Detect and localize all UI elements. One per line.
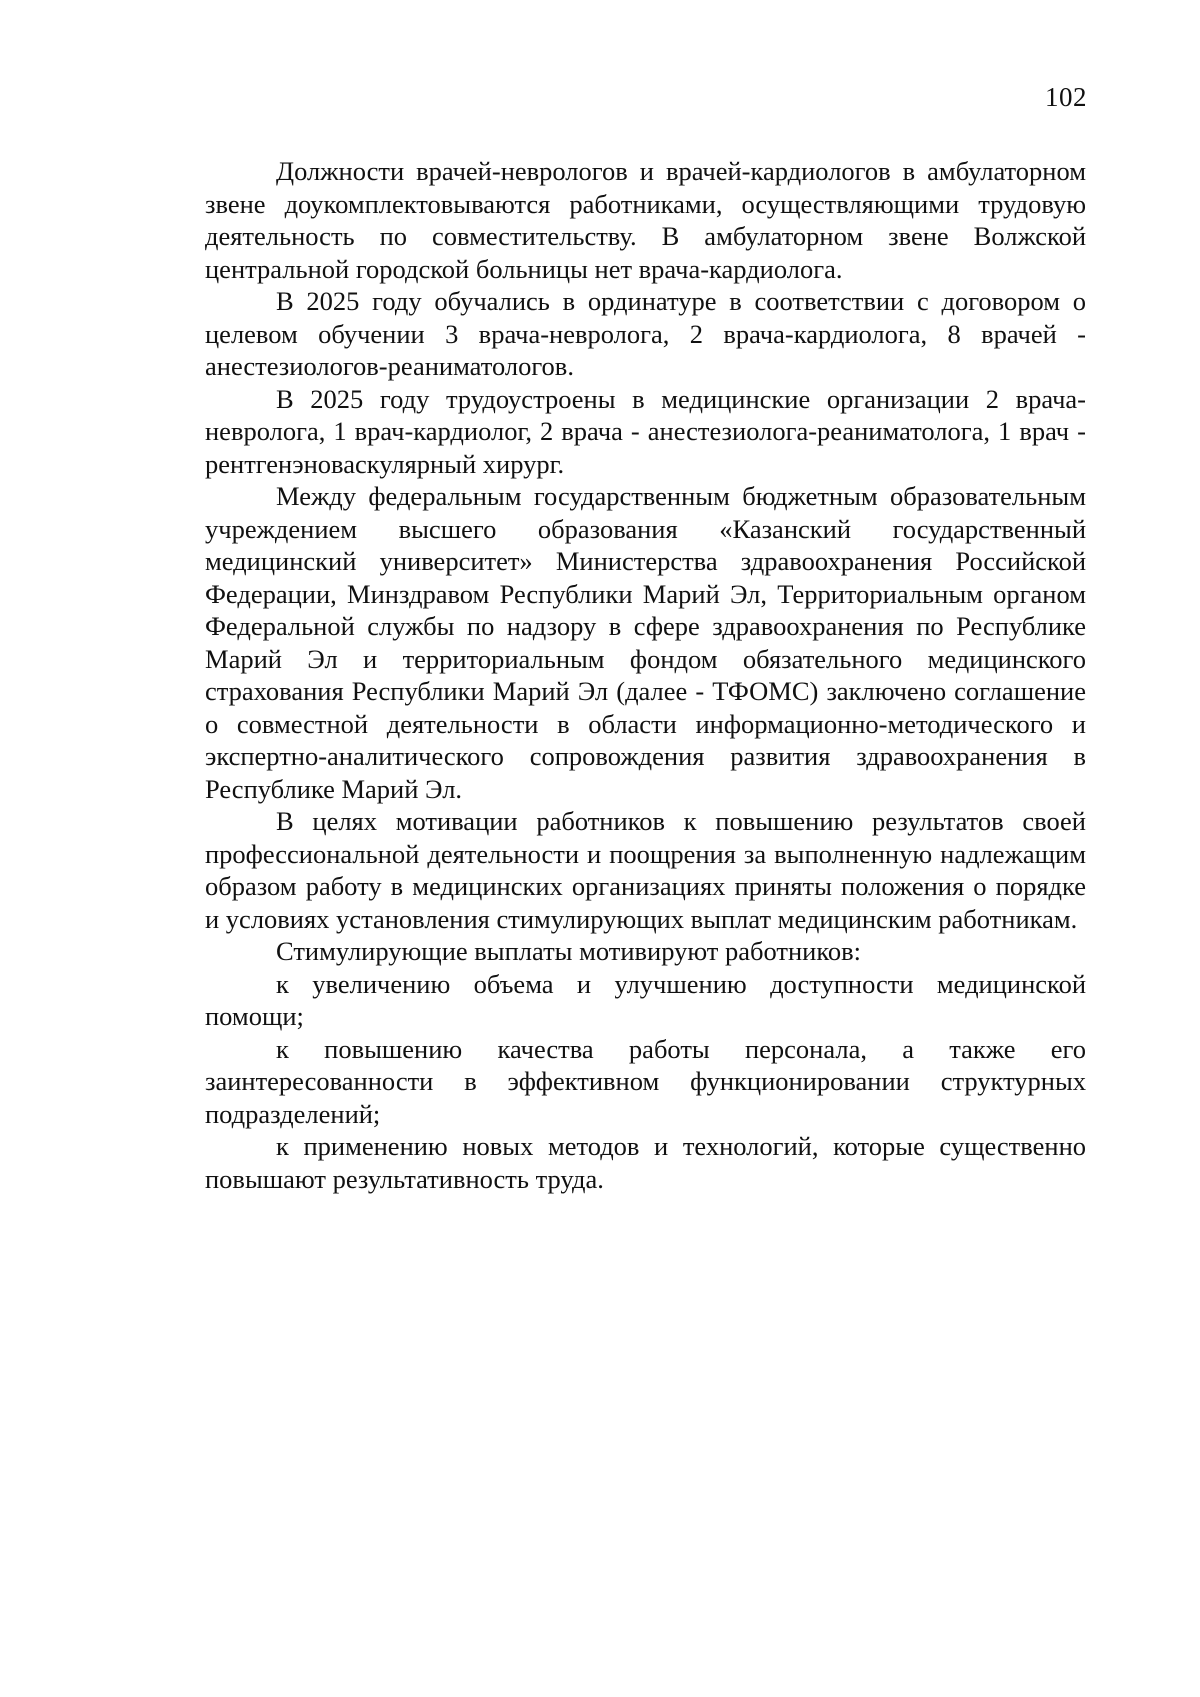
page-number: 102	[1045, 82, 1087, 112]
paragraph-incentives-intro: Стимулирующие выплаты мотивируют работников:	[276, 936, 862, 966]
paragraph-agreement: Между федеральным государственным бюджетным образовательным учреждением высшего образования «Казанский государственный медицинский университет» Министерства здравоохранения Российской Федерации, Минздравом Республики Марий Эл, Территориальным органом Федеральной службы по надзору в сфере здравоохранения по Республике Марий Эл и территориальным фондом обязательного медицинского страхования Республики Марий Эл (далее - ТФОМС) заключено соглашение о совместной деятельности в области информационно-методического и экспертно-аналитического сопровождения развития здравоохранения в Республике Марий Эл.	[205, 481, 1086, 804]
paragraph-staffing: Должности врачей-неврологов и врачей-кардиологов в амбулаторном звене доукомплектовываются работниками, осуществляющими трудовую деятельность по совместительству. В амбулаторном звене Волжской центральной городской больницы нет врача-кардиолога.	[205, 156, 1086, 284]
document-body	[205, 155, 1086, 1195]
paragraph-employment: В 2025 году трудоустроены в медицинские организации 2 врача-невролога, 1 врач-кардиолог, 2 врача - анестезиолога-реаниматолога, 1 врач - рентгенэноваскулярный хирург.	[205, 383, 1086, 479]
list-item-quality: к повышению качества работы персонала, а также его заинтересованности в эффективном функционировании структурных подразделений;	[205, 1033, 1086, 1129]
paragraph-motivation: В целях мотивации работников к повышению результатов своей профессиональной деятельности и поощрения за выполненную надлежащим образом работу в медицинских организациях приняты положения о порядке и условиях установления стимулирующих выплат медицинским работникам.	[205, 806, 1086, 934]
list-item-volume: к увеличению объема и улучшению доступности медицинской помощи;	[205, 968, 1086, 1031]
paragraph-residency-training: В 2025 году обучались в ординатуре в соответствии с договором о целевом обучении 3 врача-невролога, 2 врача-кардиолога, 8 врачей - анестезиологов-реаниматологов.	[205, 286, 1086, 381]
list-item-technologies: к применению новых методов и технологий, которые существенно повышают результативность труда.	[205, 1131, 1086, 1194]
